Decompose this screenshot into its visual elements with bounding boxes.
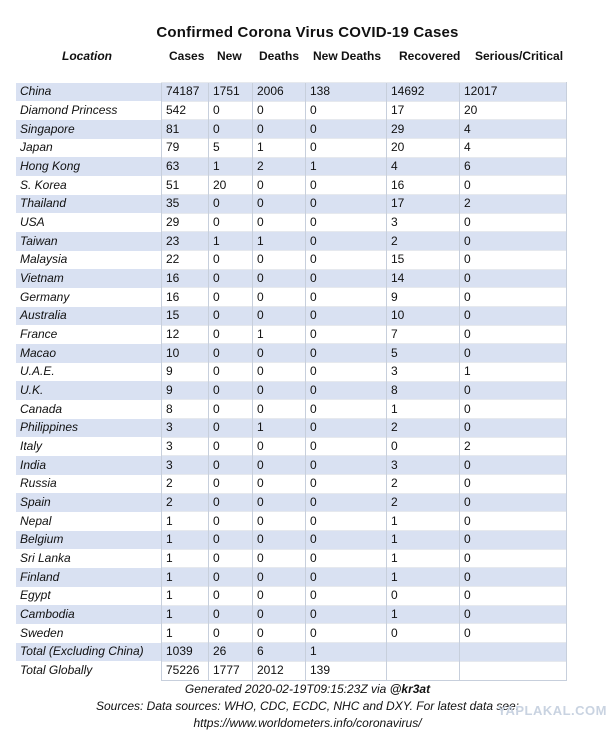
table-row [16,419,567,438]
table-row [16,605,567,624]
cell-recovered: 14 [387,269,460,288]
cell-serious-critical: 0 [460,419,567,438]
cell-cases: 542 [162,101,209,120]
cell-new-deaths: 1 [306,643,387,662]
cell-serious-critical: 0 [460,549,567,568]
cell-cases: 1 [162,531,209,550]
table-row [16,643,567,662]
cell-cases: 16 [162,269,209,288]
table-row [16,195,567,214]
cell-new-deaths: 0 [306,101,387,120]
cell-deaths: 0 [253,400,306,419]
cell-new: 0 [209,512,253,531]
cell-deaths: 0 [253,475,306,494]
cell-recovered: 16 [387,176,460,195]
cell-location: Italy [20,439,43,454]
cell-recovered: 9 [387,288,460,307]
cell-serious-critical: 0 [460,307,567,326]
cell-recovered: 7 [387,325,460,344]
table-row [16,568,567,587]
cell-cases: 23 [162,232,209,251]
cell-recovered: 1 [387,605,460,624]
cell-cases: 8 [162,400,209,419]
cell-deaths: 0 [253,381,306,400]
cell-serious-critical: 0 [460,587,567,606]
cell-recovered: 29 [387,120,460,139]
table-row [16,325,567,344]
cell-location: Philippines [16,419,162,438]
cell-location: S. Korea [20,177,67,192]
cell-location: Sweden [20,625,64,640]
cell-cases: 10 [162,344,209,363]
cell-cases: 9 [162,381,209,400]
table-row [16,120,567,139]
cell-new-deaths: 0 [306,344,387,363]
table-row [16,176,567,195]
cell-deaths: 0 [253,195,306,214]
cell-location: Egypt [20,588,51,603]
cell-cases: 1 [162,605,209,624]
table-row [16,624,567,643]
cell-cases: 16 [162,288,209,307]
cell-new-deaths: 0 [306,381,387,400]
cell-new: 0 [209,269,253,288]
cell-location: Thailand [16,195,162,214]
cell-deaths: 0 [253,456,306,475]
cell-new: 26 [209,643,253,662]
cell-serious-critical: 0 [460,176,567,195]
cell-new-deaths: 0 [306,531,387,550]
cell-new-deaths: 0 [306,325,387,344]
cell-location: Macao [16,344,162,363]
cell-recovered: 0 [387,437,460,456]
header-deaths: Deaths [259,49,300,63]
cell-new: 0 [209,624,253,643]
table-row [16,363,567,382]
cell-serious-critical: 2 [460,437,567,456]
cell-recovered: 0 [387,587,460,606]
table-row [16,139,567,158]
cell-cases: 29 [162,213,209,232]
cell-new: 0 [209,568,253,587]
table-row [16,307,567,326]
cell-new-deaths: 139 [306,661,387,680]
cell-location: Diamond Princess [20,103,118,117]
cell-new-deaths: 0 [306,176,387,195]
cell-cases: 79 [162,139,209,158]
cell-new-deaths: 0 [306,437,387,456]
cell-deaths: 0 [253,493,306,512]
cell-new: 0 [209,456,253,475]
cell-new: 0 [209,363,253,382]
cell-deaths: 0 [253,176,306,195]
cell-new-deaths: 0 [306,475,387,494]
cell-deaths: 0 [253,101,306,120]
cell-new: 0 [209,419,253,438]
cell-new-deaths: 0 [306,251,387,270]
cell-location: U.K. [16,381,162,400]
table-row [16,437,567,456]
cell-new: 1 [209,157,253,176]
cell-recovered: 1 [387,568,460,587]
cell-deaths: 0 [253,120,306,139]
cell-new: 5 [209,139,253,158]
cell-serious-critical: 0 [460,325,567,344]
cell-new: 0 [209,288,253,307]
cell-location: Nepal [20,513,52,528]
cell-new: 0 [209,195,253,214]
cell-new-deaths: 0 [306,269,387,288]
header-location: Location [62,49,112,63]
cell-recovered: 4 [387,157,460,176]
cell-deaths: 0 [253,288,306,307]
cell-serious-critical: 0 [460,568,567,587]
cell-recovered: 15 [387,251,460,270]
cell-new: 0 [209,531,253,550]
cell-recovered: 14692 [387,83,460,102]
cell-recovered: 1 [387,512,460,531]
table-row [16,213,567,232]
cell-new: 0 [209,381,253,400]
cell-serious-critical: 2 [460,195,567,214]
cell-cases: 51 [162,176,209,195]
table-row [16,288,567,307]
cell-recovered: 2 [387,232,460,251]
table-row [16,269,567,288]
cell-cases: 2 [162,475,209,494]
footer-sources: Sources: Data sources: WHO, CDC, ECDC, NHC and DXY. For latest data see: [95,699,520,713]
cell-location: Australia [16,307,162,326]
cell-new: 0 [209,344,253,363]
cell-location: India [16,456,162,475]
cell-serious-critical: 0 [460,512,567,531]
table-row [16,157,567,176]
cell-location: Finland [16,568,162,587]
cell-new-deaths: 138 [306,83,387,102]
cell-deaths: 1 [253,232,306,251]
table-row [16,456,567,475]
cell-location: Russia [20,476,57,491]
cell-location: Hong Kong [16,157,162,176]
cell-new-deaths: 0 [306,512,387,531]
cell-recovered: 3 [387,456,460,475]
cell-serious-critical: 0 [460,475,567,494]
cell-cases: 81 [162,120,209,139]
cell-location: Canada [20,401,63,416]
table-row [16,232,567,251]
cell-recovered [387,643,460,662]
cell-new: 0 [209,120,253,139]
cell-cases: 1 [162,587,209,606]
twitter-handle: @kr3at [389,682,431,696]
cell-new: 0 [209,587,253,606]
header-new-deaths: New Deaths [313,49,382,63]
cell-location: Belgium [16,531,162,550]
cell-recovered: 0 [387,624,460,643]
cell-cases: 22 [162,251,209,270]
table-row [16,549,567,568]
cell-new-deaths: 0 [306,307,387,326]
header-cases: Cases [169,49,205,63]
cell-deaths: 0 [253,213,306,232]
cell-serious-critical: 0 [460,288,567,307]
cell-new: 20 [209,176,253,195]
cell-new-deaths: 0 [306,605,387,624]
cell-cases: 1 [162,568,209,587]
cell-new-deaths: 0 [306,139,387,158]
cell-serious-critical: 0 [460,269,567,288]
cell-location: Vietnam [16,269,162,288]
cell-new-deaths: 0 [306,363,387,382]
cell-cases: 3 [162,437,209,456]
cell-new-deaths: 0 [306,587,387,606]
cell-new: 0 [209,101,253,120]
cell-location: Total Globally [20,663,93,678]
cell-new-deaths: 1 [306,157,387,176]
cell-serious-critical: 4 [460,139,567,158]
cell-new: 0 [209,213,253,232]
cell-location: Malaysia [20,252,68,267]
table-row [16,381,567,400]
cell-serious-critical: 12017 [460,83,567,102]
cell-location: Cambodia [16,605,162,624]
cell-deaths: 0 [253,568,306,587]
cell-recovered: 1 [387,400,460,419]
cell-location: USA [20,215,45,230]
cell-serious-critical: 20 [460,101,567,120]
cell-cases: 74187 [162,83,209,102]
cell-cases: 1 [162,549,209,568]
cell-serious-critical: 6 [460,157,567,176]
cell-recovered: 2 [387,419,460,438]
cell-cases: 1039 [162,643,209,662]
cell-cases: 63 [162,157,209,176]
table-row [16,101,567,120]
cell-new-deaths: 0 [306,419,387,438]
cell-recovered: 3 [387,213,460,232]
cell-deaths: 0 [253,587,306,606]
cell-deaths: 2006 [253,83,306,102]
cell-cases: 2 [162,493,209,512]
cell-deaths: 6 [253,643,306,662]
cell-recovered: 2 [387,493,460,512]
table-row [16,475,567,494]
header-new: New [217,49,242,63]
cell-recovered: 8 [387,381,460,400]
footer-generated [0,682,615,696]
cell-new-deaths: 0 [306,400,387,419]
cell-new-deaths: 0 [306,624,387,643]
cell-recovered: 5 [387,344,460,363]
cell-deaths: 0 [253,549,306,568]
table-row [16,531,567,550]
cell-cases: 9 [162,363,209,382]
cell-cases: 3 [162,419,209,438]
cell-deaths: 0 [253,251,306,270]
table-row [16,512,567,531]
cell-serious-critical: 4 [460,120,567,139]
cell-deaths: 2 [253,157,306,176]
cell-deaths: 1 [253,139,306,158]
cell-location: Spain [16,493,162,512]
cell-new-deaths: 0 [306,568,387,587]
cell-location: France [20,327,58,342]
cell-cases: 35 [162,195,209,214]
cell-recovered: 2 [387,475,460,494]
cell-location: U.A.E. [20,364,55,379]
cell-location: Germany [20,289,70,304]
generated-text: Generated 2020-02-19T09:15:23Z via [184,682,390,696]
cell-serious-critical: 0 [460,624,567,643]
cell-location: Total (Excluding China) [16,643,162,662]
table-row [16,493,567,512]
cell-new: 0 [209,549,253,568]
cases-table [16,82,567,681]
cell-new-deaths: 0 [306,456,387,475]
cell-deaths: 0 [253,512,306,531]
cell-new: 0 [209,307,253,326]
cell-cases: 1 [162,624,209,643]
table-row [16,83,567,102]
cell-serious-critical: 1 [460,363,567,382]
table-row [16,587,567,606]
cell-serious-critical [460,643,567,662]
table-row [16,344,567,363]
cell-new-deaths: 0 [306,195,387,214]
table-row [16,661,567,680]
cell-cases: 1 [162,512,209,531]
cell-deaths: 0 [253,437,306,456]
cell-serious-critical [460,661,567,680]
cell-new: 0 [209,475,253,494]
cell-new: 0 [209,437,253,456]
page-title: Confirmed Corona Virus COVID-19 Cases [156,24,459,41]
cell-cases: 3 [162,456,209,475]
cell-location: Japan [20,140,53,155]
cell-deaths: 0 [253,624,306,643]
cell-serious-critical: 0 [460,251,567,270]
cell-location: Taiwan [16,232,162,251]
cell-recovered: 17 [387,195,460,214]
cell-recovered: 17 [387,101,460,120]
cell-new-deaths: 0 [306,493,387,512]
cell-new: 1751 [209,83,253,102]
cell-recovered: 3 [387,363,460,382]
cell-new: 1777 [209,661,253,680]
cell-cases: 75226 [162,661,209,680]
cell-deaths: 0 [253,363,306,382]
cell-new: 0 [209,493,253,512]
cell-serious-critical: 0 [460,605,567,624]
header-recovered: Recovered [399,49,461,63]
cell-new: 0 [209,400,253,419]
cell-new-deaths: 0 [306,288,387,307]
cell-deaths: 0 [253,269,306,288]
cell-deaths: 0 [253,531,306,550]
cell-location: China [16,83,162,102]
cell-new: 0 [209,325,253,344]
cell-recovered: 10 [387,307,460,326]
site-watermark: YAPLAKAL.COM [497,703,607,718]
cell-new-deaths: 0 [306,232,387,251]
cell-location: Singapore [16,120,162,139]
cell-serious-critical: 0 [460,232,567,251]
cell-new-deaths: 0 [306,120,387,139]
footer-url: https://www.worldometers.info/coronavirus/ [193,716,422,730]
cell-deaths: 0 [253,605,306,624]
cell-deaths: 1 [253,419,306,438]
cell-deaths: 0 [253,307,306,326]
cell-serious-critical: 0 [460,493,567,512]
cell-new: 1 [209,232,253,251]
cell-recovered: 20 [387,139,460,158]
table-row [16,400,567,419]
cell-deaths: 1 [253,325,306,344]
cell-serious-critical: 0 [460,344,567,363]
cell-recovered: 1 [387,531,460,550]
cell-new-deaths: 0 [306,213,387,232]
cell-new: 0 [209,251,253,270]
cell-deaths: 2012 [253,661,306,680]
cell-location: Sri Lanka [20,551,71,566]
cell-serious-critical: 0 [460,456,567,475]
cell-deaths: 0 [253,344,306,363]
cell-recovered: 1 [387,549,460,568]
table-row [16,251,567,270]
cell-new: 0 [209,605,253,624]
cell-serious-critical: 0 [460,400,567,419]
cell-recovered [387,661,460,680]
cell-serious-critical: 0 [460,531,567,550]
cell-cases: 12 [162,325,209,344]
cell-serious-critical: 0 [460,213,567,232]
cell-serious-critical: 0 [460,381,567,400]
cell-new-deaths: 0 [306,549,387,568]
cell-cases: 15 [162,307,209,326]
header-serious-critical: Serious/Critical [475,49,564,63]
